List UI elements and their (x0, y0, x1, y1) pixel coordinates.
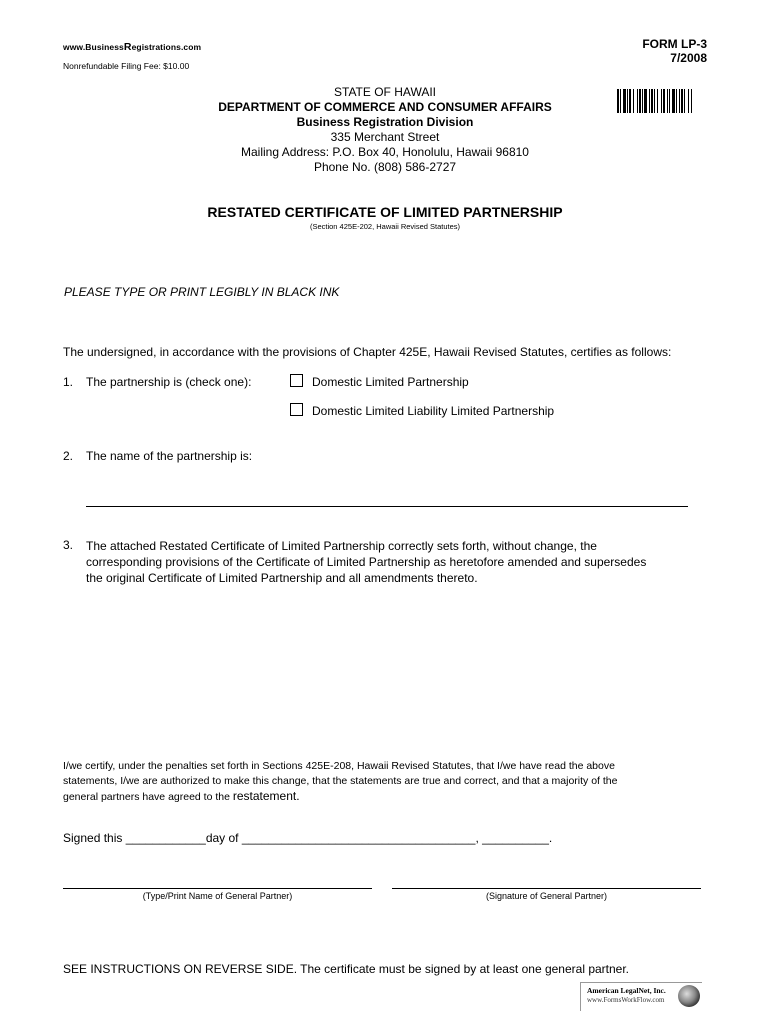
option-domestic-lp-label: Domestic Limited Partnership (312, 375, 469, 389)
item-2-label: The name of the partnership is: (86, 449, 253, 463)
item-1-number: 1. (63, 375, 74, 389)
vendor-stamp (580, 982, 702, 1011)
partnership-name-field[interactable] (86, 506, 688, 507)
signed-year-field[interactable]: __________ (482, 831, 549, 845)
intro-text: The undersigned, in accordance with the provisions of Chapter 425E, Hawaii Revised Statutes, certifies as follows: (63, 345, 672, 359)
phone-number: Phone No. (808) 586-2727 (313, 160, 457, 174)
division-name: Business Registration Division (296, 115, 474, 129)
item-3-line: corresponding provisions of the Certificate of Limited Partnership as heretofore amended and supersedes (86, 555, 647, 569)
filing-fee: Nonrefundable Filing Fee: $10.00 (63, 61, 190, 71)
signed-prefix: Signed this (63, 831, 123, 845)
stamp-company: American LegalNet, Inc. (587, 986, 666, 995)
general-partner-signature-field[interactable] (392, 888, 701, 889)
item-3-line: The attached Restated Certificate of Limited Partnership correctly sets forth, without change, the (86, 539, 597, 553)
form-date: 7/2008 (670, 51, 707, 65)
mailing-address: Mailing Address: P.O. Box 40, Honolulu, Hawaii 96810 (241, 145, 529, 159)
stamp-url: www.FormsWorkFlow.com (587, 996, 665, 1004)
form-number: FORM LP-3 (642, 37, 707, 51)
department-name: DEPARTMENT OF COMMERCE AND CONSUMER AFFAIRS (218, 100, 552, 114)
name-caption: (Type/Print Name of General Partner) (142, 891, 293, 901)
form-title: RESTATED CERTIFICATE OF LIMITED PARTNERSHIP (207, 204, 563, 220)
certification-line: general partners have agreed to the restatement. (63, 789, 300, 803)
certification-line: I/we certify, under the penalties set forth in Sections 425E-208, Hawaii Revised Statutes, that I/we have read the above (63, 760, 615, 772)
form-number-block (642, 37, 707, 65)
item-3-text (86, 538, 706, 586)
option-domestic-lllp-label: Domestic Limited Liability Limited Partnership (312, 404, 555, 418)
checkbox-domestic-lllp[interactable] (290, 403, 303, 416)
website-url: www.BusinessRegistrations.com (63, 41, 202, 53)
form-subtitle: (Section 425E-202, Hawaii Revised Statutes) (309, 222, 461, 231)
signed-mid: day of (205, 831, 239, 845)
general-partner-name-field[interactable] (63, 888, 372, 889)
checkbox-domestic-lp[interactable] (290, 374, 303, 387)
street-address: 335 Merchant Street (330, 130, 440, 144)
item-3-number: 3. (63, 538, 74, 552)
footer-instructions: SEE INSTRUCTIONS ON REVERSE SIDE. The certificate must be signed by at least one general partner. (63, 962, 630, 976)
certification-line: statements, I/we are authorized to make this change, that the statements are true and correct, and that a majority of the (63, 775, 618, 787)
certification-text (63, 759, 703, 805)
signed-day-field[interactable]: ____________ (125, 831, 206, 845)
state-name: STATE OF HAWAII (334, 85, 436, 99)
globe-logo-icon (678, 985, 700, 1007)
signed-this-row: Signed this ____________day of ___________________________________, __________. (63, 831, 553, 845)
print-instruction: PLEASE TYPE OR PRINT LEGIBLY IN BLACK INK (64, 285, 340, 299)
item-2-number: 2. (63, 449, 74, 463)
item-1-label: The partnership is (check one): (86, 375, 252, 389)
item-3-line: the original Certificate of Limited Partnership and all amendments thereto. (86, 571, 478, 585)
signature-caption: (Signature of General Partner) (485, 891, 608, 901)
signed-month-field[interactable]: ___________________________________ (241, 831, 476, 845)
